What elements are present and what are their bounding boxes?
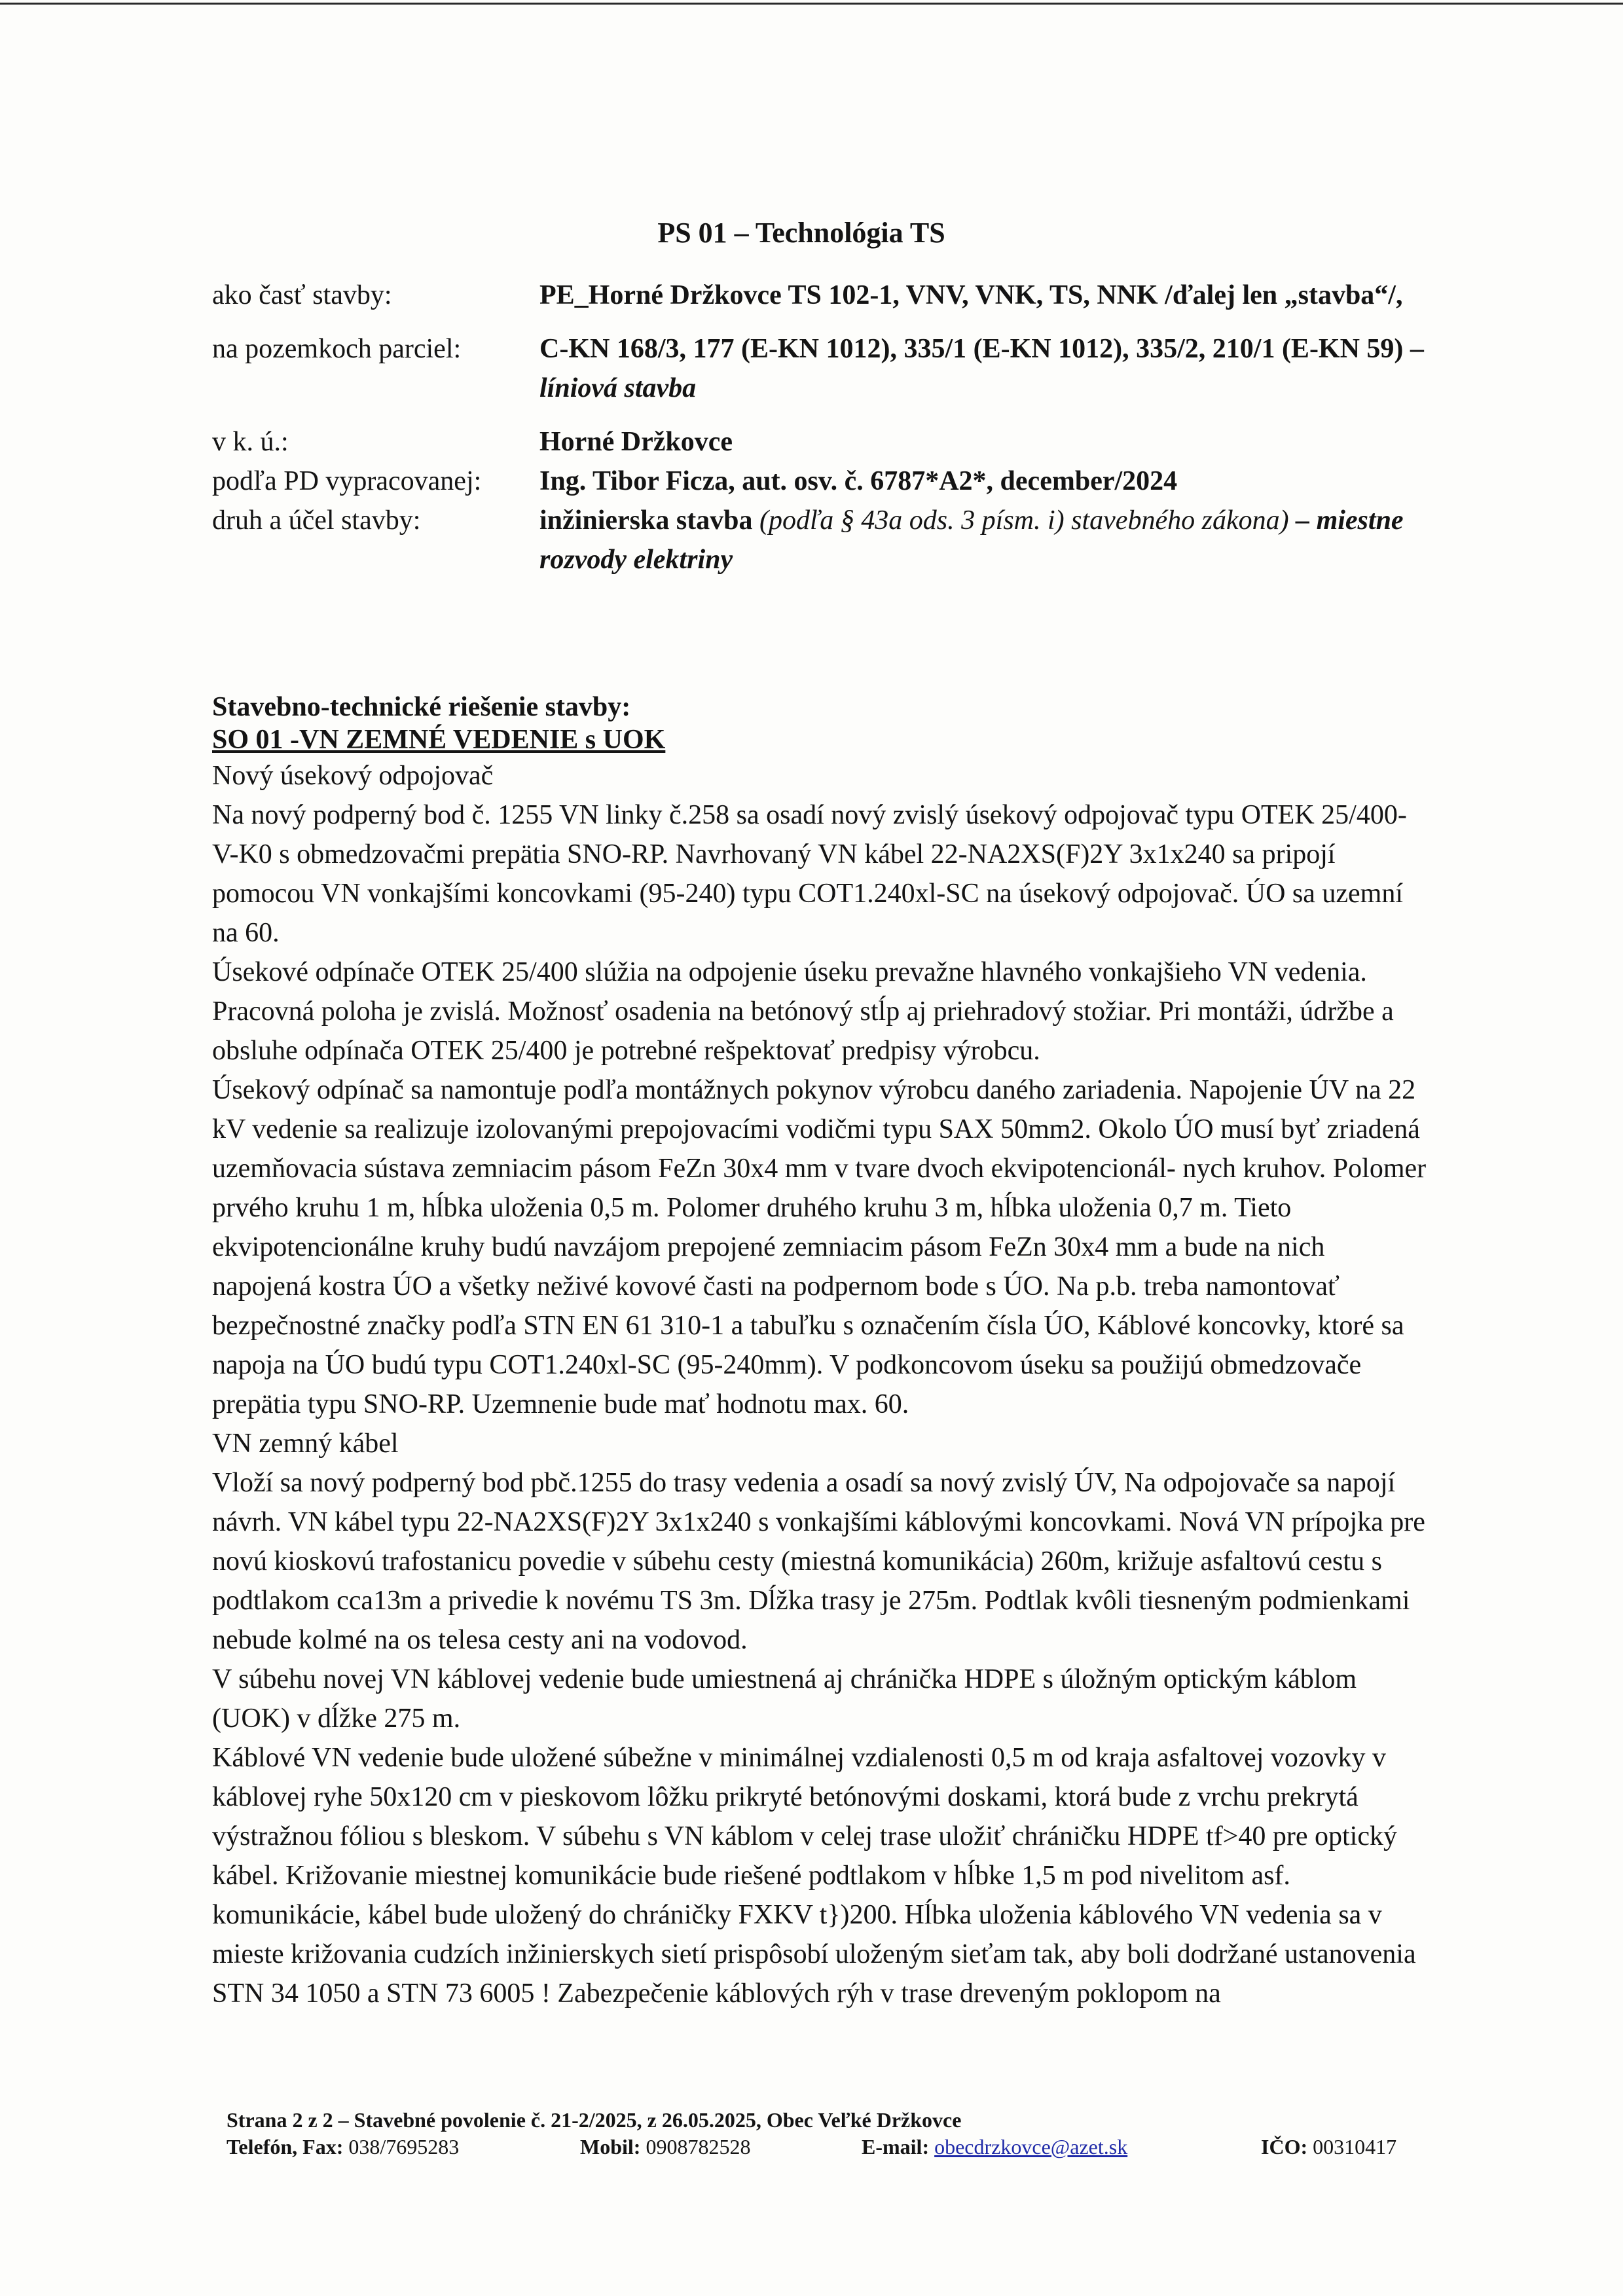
info-value [539, 329, 1430, 408]
top-rule [0, 3, 1623, 5]
paragraph-title: VN zemný kábel [212, 1429, 399, 1459]
info-label: v k. ú.: [212, 427, 289, 457]
mobile-label: Mobil: [580, 2135, 641, 2159]
email-label: E-mail: [862, 2135, 930, 2159]
info-row-designer [212, 462, 1430, 501]
info-value [539, 501, 1430, 579]
phone-label: Telefón, Fax: [227, 2135, 344, 2159]
paragraph: Vloží sa nový podperný bod pbč.1255 do trasy vedenia a osadí sa nový zvislý ÚV, Na odpojovače sa napojí návrh. VN kábel typu 22-NA2XS(F)2Y 3x1x240 s vonkajšími káblovými koncovkami. Nová VN prípojka pre novú kioskovú trafostanicu povedie v súbehu cesty (miestná komunikácia) 260m, križuje asfaltovú cestu s podtlakom cca13m a privedie k novému TS 3m. Dĺžka trasy je 275m. Podtlak kvôli tiesneným podmienkami nebude kolmé na os telesa cesty ani na vodovod. [212, 1468, 1425, 1655]
email-link[interactable]: obecdrzkovce@azet.sk [934, 2135, 1128, 2159]
info-row-cadastre [212, 422, 1430, 462]
legal-reference: (podľa § 43a ods. 3 písm. i) stavebného zákona) [759, 505, 1289, 536]
info-block [212, 276, 1430, 579]
info-value: Ing. Tibor Ficza, aut. osv. č. 6787*A2*, december/2024 [539, 466, 1178, 496]
construction-type: inžinierska stavba [539, 505, 753, 536]
phone-value: 038/7695283 [348, 2135, 460, 2159]
document-title: PS 01 – Technológia TS [657, 217, 945, 249]
info-label: druh a účel stavby: [212, 505, 421, 536]
paragraph: Úsekové odpínače OTEK 25/400 slúžia na odpojenie úseku prevažne hlavného vonkajšieho VN vedenia. Pracovná poloha je zvislá. Možnosť osadenia na betónový stĺp aj priehradový stožiar. Pri montáži, údržbe a obsluhe odpínača OTEK 25/400 je potrebné rešpektovať predpisy výrobcu. [212, 957, 1394, 1066]
info-row-type [212, 501, 1430, 579]
info-row-parcels [212, 329, 1430, 408]
construction-purpose: – miestne rozvody elektriny [539, 505, 1404, 575]
info-value: PE_Horné Držkovce TS 102-1, VNV, VNK, TS, NNK /ďalej len „stavba“/, [539, 280, 1403, 310]
info-label: na pozemkoch parciel: [212, 334, 462, 364]
info-label: podľa PD vypracovanej: [212, 466, 482, 496]
paragraph: V súbehu novej VN káblovej vedenie bude umiestnená aj chránička HDPE s úložným optickým káblom (UOK) v dĺžke 275 m. [212, 1664, 1357, 1734]
ico-label: IČO: [1261, 2135, 1308, 2159]
section-subheading: SO 01 -VN ZEMNÉ VEDENIE s UOK [212, 725, 666, 755]
paragraph: Káblové VN vedenie bude uložené súbežne v minimálnej vzdialenosti 0,5 m od kraja asfaltovej vozovky v káblovej ryhe 50x120 cm v pieskovom lôžku prikryté betónovými doskami, ktorá bude z vrchu prekrytá výstražnou fóliou s bleskom. V súbehu s VN káblom v celej trase uložiť chráničku HDPE tf>40 pre optický kábel. Križovanie miestnej komunikácie bude riešené podtlakom v hĺbke 1,5 m pod nivelitom asf. komunikácie, kábel bude uložený do chráničky FXKV t})200. Hĺbka uloženia káblového VN vedenia sa v mieste križovania cudzích inžinierskych sietí prispôsobí uloženým sieťam tak, aby boli dodržané ustanovenia STN 34 1050 a STN 73 6005 ! Zabezpečenie káblových rýh v trase dreveným poklopom na [212, 1743, 1416, 2009]
paragraph: Úsekový odpínač sa namontuje podľa montážnych pokynov výrobcu daného zariadenia. Napojenie ÚV na 22 kV vedenie sa realizuje izolovanými prepojovacími vodičmi typu SAX 50mm2. Okolo ÚO musí byť zriadená uzemňovacia sústava zemniacim pásom FeZn 30x4 mm v tvare dvoch ekvipotencionál- nych kruhov. Polomer prvého kruhu 1 m, hĺbka uloženia 0,5 m. Polomer druhého kruhu 3 m, hĺbka uloženia 0,7 m. Tieto ekvipotencionálne kruhy budú navzájom prepojené zemniacim pásom FeZn 30x4 mm a bude na nich napojená kostra ÚO a všetky neživé kovové časti na podpernom bode s ÚO. Na p.b. treba namontovať bezpečnostné značky podľa STN EN 61 310-1 a tabuľku s označením čísla ÚO, Káblové koncovky, ktoré sa napoja na ÚO budú typu COT1.240xl-SC (95-240mm). V podkoncovom úseku sa použijú obmedzovače prepätia typu SNO-RP. Uzemnenie bude mať hodnotu max. 60. [212, 1075, 1427, 1419]
parcel-type: líniová stavba [539, 373, 697, 403]
info-value: Horné Držkovce [539, 427, 733, 457]
section-body [212, 756, 1430, 2013]
info-label: ako časť stavby: [212, 280, 392, 310]
ico-value: 00310417 [1313, 2135, 1397, 2159]
paragraph-title: Nový úsekový odpojovač [212, 761, 494, 791]
paragraph: Na nový podperný bod č. 1255 VN linky č.258 sa osadí nový zvislý úsekový odpojovač typu OTEK 25/400-V-K0 s obmedzovačmi prepätia SNO-RP. Navrhovaný VN kábel 22-NA2XS(F)2Y 3x1x240 sa pripojí pomocou VN vonkajšími koncovkami (95-240) typu COT1.240xl-SC na úsekový odpojovač. ÚO sa uzemní na 60. [212, 800, 1407, 948]
page-footer [227, 2108, 1451, 2159]
footer-contacts [227, 2135, 1451, 2159]
parcel-list: C-KN 168/3, 177 (E-KN 1012), 335/1 (E-KN 1012), 335/2, 210/1 (E-KN 59) – [539, 334, 1424, 364]
mobile-value: 0908782528 [646, 2135, 751, 2159]
info-row-part [212, 276, 1430, 315]
document-page [212, 216, 1430, 2013]
section-heading: Stavebno-technické riešenie stavby: [212, 692, 631, 722]
footer-page-info: Strana 2 z 2 – Stavebné povolenie č. 21-2/2025, z 26.05.2025, Obec Veľké Držkovce [227, 2108, 962, 2132]
